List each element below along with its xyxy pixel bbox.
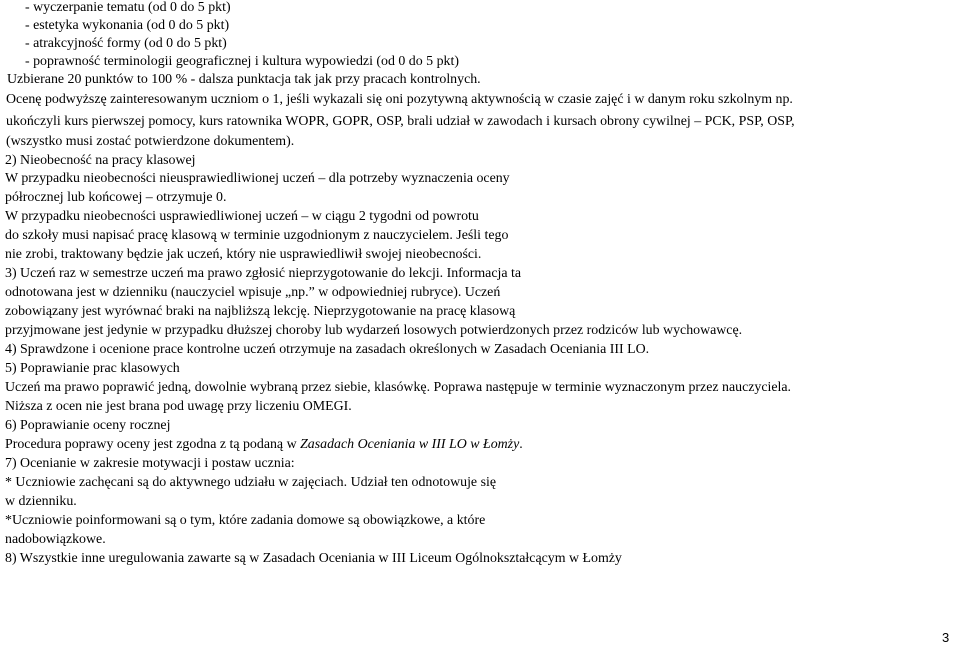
criteria-line-3: - atrakcyjność formy (od 0 do 5 pkt) — [25, 36, 227, 51]
text-line-mixed — [5, 436, 523, 453]
text-line: W przypadku nieobecności nieusprawiedliwionej uczeń – dla potrzeby wyznaczenia oceny — [5, 171, 510, 186]
text-line: 8) Wszystkie inne uregulowania zawarte są w Zasadach Oceniania w III Liceum Ogólnokształcącym w Łomży — [5, 551, 622, 566]
page-number: 3 — [942, 630, 950, 645]
section-heading: 7) Ocenianie w zakresie motywacji i postaw ucznia: — [5, 456, 295, 471]
text-line: (wszystko musi zostać potwierdzone dokumentem). — [6, 134, 295, 149]
text-line: odnotowana jest w dzienniku (nauczyciel wpisuje „np.” w odpowiedniej rubryce). Uczeń — [5, 285, 501, 300]
criteria-line-4: - poprawność terminologii geograficznej i kultura wypowiedzi (od 0 do 5 pkt) — [25, 54, 459, 69]
text-line: *Uczniowie poinformowani są o tym, które zadania domowe są obowiązkowe, a które — [5, 513, 486, 528]
text-line: Ocenę podwyższę zainteresowanym uczniom o 1, jeśli wykazali się oni pozytywną aktywnością w czasie zajęć i w danym roku szkolnym np. — [6, 92, 793, 107]
text-line: w dzienniku. — [5, 494, 77, 509]
text-line: * Uczniowie zachęcani są do aktywnego udziału w zajęciach. Udział ten odnotowuje się — [5, 475, 496, 490]
text-line: Niższa z ocen nie jest brana pod uwagę przy liczeniu OMEGI. — [5, 399, 352, 414]
text-line: nadobowiązkowe. — [5, 532, 106, 547]
text-line: ukończyli kurs pierwszej pomocy, kurs ratownika WOPR, GOPR, OSP, brali udział w zawodach i kursach obrony cywilnej – PCK, PSP, OSP, — [6, 114, 795, 129]
text-line: 4) Sprawdzone i ocenione prace kontrolne uczeń otrzymuje na zasadach określonych w Zasadach Oceniania III LO. — [5, 342, 650, 357]
section-heading: 5) Poprawianie prac klasowych — [5, 361, 180, 376]
section-heading: 6) Poprawianie oceny rocznej — [5, 418, 171, 433]
text-line: nie zrobi, traktowany będzie jak uczeń, który nie usprawiedliwił swojej nieobecności. — [5, 247, 482, 262]
italic-reference: Zasadach Oceniania w III LO w Łomży — [300, 437, 520, 452]
criteria-line-1: - wyczerpanie tematu (od 0 do 5 pkt) — [25, 0, 231, 15]
text-segment: . — [519, 437, 523, 452]
text-line: do szkoły musi napisać pracę klasową w terminie uzgodnionym z nauczycielem. Jeśli tego — [5, 228, 509, 243]
text-line: przyjmowane jest jedynie w przypadku dłuższej choroby lub wydarzeń losowych potwierdzonych przez rodziców lub wychowawcę. — [5, 323, 743, 338]
section-heading: 2) Nieobecność na pracy klasowej — [5, 153, 196, 168]
text-line: zobowiązany jest wyrównać braki na najbliższą lekcję. Nieprzygotowanie na pracę klasową — [5, 304, 516, 319]
text-segment: Procedura poprawy oceny jest zgodna z tą podaną w — [5, 437, 301, 452]
text-line: półrocznej lub końcowej – otrzymuje 0. — [5, 190, 227, 205]
criteria-line-2: - estetyka wykonania (od 0 do 5 pkt) — [25, 18, 230, 33]
text-line: Uczeń ma prawo poprawić jedną, dowolnie wybraną przez siebie, klasówkę. Poprawa następuje w terminie wyznaczonym przez nauczyciela. — [5, 380, 792, 395]
text-line: Uzbierane 20 punktów to 100 % - dalsza punktacja tak jak przy pracach kontrolnych. — [7, 72, 481, 87]
text-line: 3) Uczeń raz w semestrze uczeń ma prawo zgłosić nieprzygotowanie do lekcji. Informacja ta — [5, 266, 522, 281]
text-line: W przypadku nieobecności usprawiedliwionej uczeń – w ciągu 2 tygodni od powrotu — [5, 209, 479, 224]
